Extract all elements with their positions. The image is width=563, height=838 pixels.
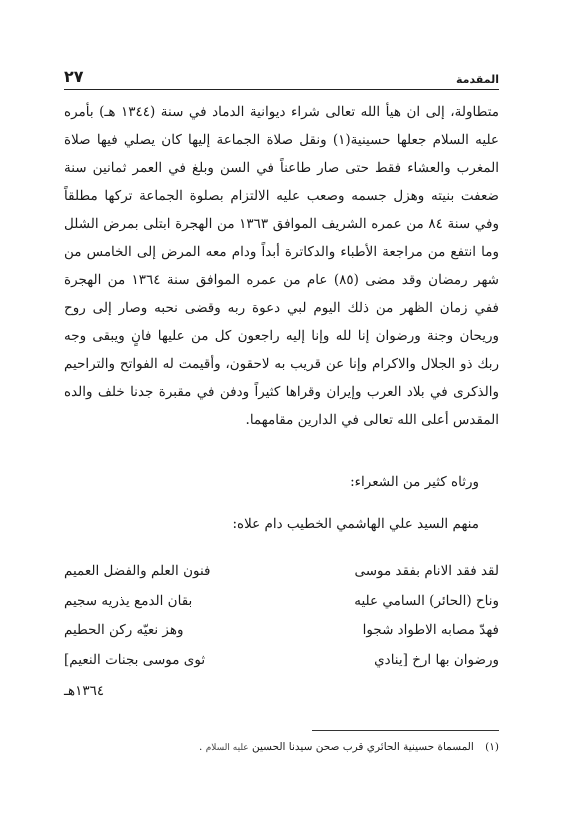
intro-line-1: ورثاه كثير من الشعراء:: [350, 474, 479, 490]
poem-verse: [64, 652, 499, 668]
poem-date: ١٣٦٤هـ: [64, 683, 105, 699]
footnote-text: المسماة حسينية الحائري قرب صحن سيدنا الحسين: [252, 741, 474, 753]
honorific-ligature: عليه السلام: [205, 743, 249, 753]
footnote: (١) المسماة حسينية الحائري قرب صحن سيدنا الحسين عليه السلام .: [199, 741, 499, 753]
section-title: المقدمة: [455, 73, 499, 86]
verse-first-hemistich: فهدّ مصابه الاطواد شجوا: [362, 622, 499, 638]
poem-verse: [64, 622, 499, 638]
footnote-divider: [312, 730, 499, 731]
intro-line-2: منهم السيد علي الهاشمي الخطيب دام علاه:: [232, 516, 479, 532]
body-paragraph: [64, 98, 499, 434]
page-header: [64, 62, 499, 90]
verse-second-hemistich: ثوى موسى بجنات النعيم]: [64, 652, 206, 668]
verse-second-hemistich: فنون العلم والفضل العميم: [64, 563, 211, 579]
poem-verse: [64, 593, 499, 609]
verse-second-hemistich: بقان الدمع يذريه سجيم: [64, 593, 193, 609]
paragraph-text: متطاولة، إلى ان هيأ الله تعالى شراء ديوانية الدماد في سنة (١٣٤٤ هـ) بأمره عليه السلام جعلها حسينية(١) ونقل صلاة الجماعة إليها كان يصلي فيها صلاة المغرب والعشاء فقط حتى صار طاعناً في السن وبلغ في العمر ثمانين سنة ضعفت بنيته وهزل جسمه وصعب عليه الالتزام بصلوة الجماعة تركها مطلقاً وفي سنة ٨٤ من عمره الشريف الموافق ١٣٦٣ من الهجرة ابتلى بمرض الشلل وما انتفع من مراجعة الأطباء والدكاترة أبداً ودام معه المرض إلى الخامس من شهر رمضان وقد مضى (٨٥) عام من عمره الموافق سنة ١٣٦٤ من الهجرة ففي زمان الظهر من ذلك اليوم لبي دعوة ربه وقضى نحبه وصار إلى روح وريحان وجنة ورضوان إنا لله وإنا إليه راجعون كل من عليها فانٍ ويبقى وجه ربك ذو الجلال والاكرام وإنا عن قريب به لاحقون، وأقيمت له الفواتح والتراحيم والذكرى في بلاد العرب وإيران وقراها كثيراً ودفن في مقبرة جدنا خلف والده المقدس أعلى الله تعالى في الدارين مقامهما.: [64, 104, 499, 428]
verse-second-hemistich: وهز نعيّه ركن الحطيم: [64, 622, 184, 638]
page-number: ٢٧: [64, 67, 84, 86]
verse-first-hemistich: وناح (الحائر) السامي عليه: [354, 593, 499, 609]
poem-verse: [64, 563, 499, 579]
footnote-number: (١): [485, 741, 499, 753]
verse-first-hemistich: لقد فقد الانام بفقد موسى: [354, 563, 499, 579]
verse-first-hemistich: ورضوان بها ارخ [ينادي: [374, 652, 499, 668]
